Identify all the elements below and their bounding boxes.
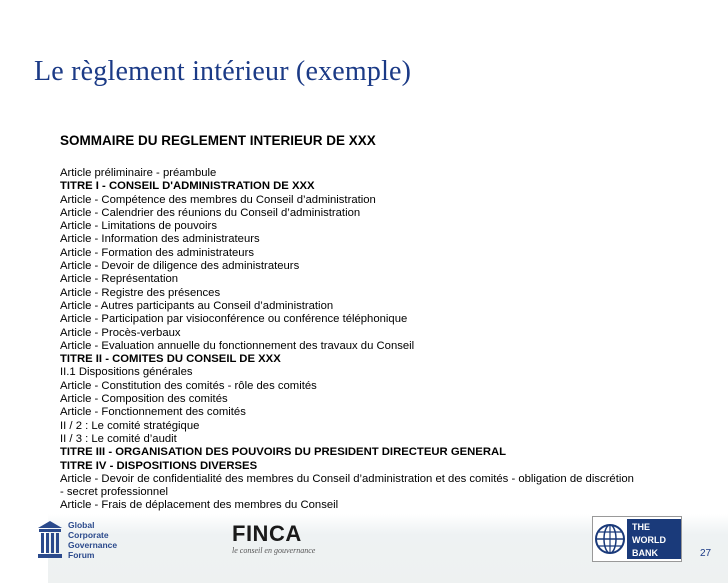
finca-tagline: le conseil en gouvernance xyxy=(232,546,316,555)
summary-line: Article - Formation des administrateurs xyxy=(60,246,254,259)
summary-line: Article - Frais de déplacement des membres du Conseil xyxy=(60,499,339,512)
finca-logo xyxy=(232,522,322,558)
globe-icon xyxy=(593,519,627,559)
summary-title-line: TITRE I - CONSEIL D'ADMINISTRATION DE XXX xyxy=(60,180,315,193)
page-number: 27 xyxy=(700,548,712,559)
ggf-line: Corporate xyxy=(68,530,109,540)
summary-line: Article - Représentation xyxy=(60,273,179,286)
summary-line: Article - Calendrier des réunions du Conseil d’administration xyxy=(60,206,361,219)
summary-line: Article préliminaire - préambule xyxy=(60,167,217,179)
pillar-icon xyxy=(36,520,64,560)
world-bank-line: WORLD xyxy=(632,535,666,545)
summary-line: Article - Autres participants au Conseil d’administration xyxy=(60,299,334,312)
world-bank-logo xyxy=(592,516,682,562)
ggf-line: Forum xyxy=(68,550,95,560)
summary-line: II / 3 : Le comité d’audit xyxy=(60,432,177,445)
summary-line: Article - Limitations de pouvoirs xyxy=(60,220,217,233)
summary-line: Article - Constitution des comités - rôle des comités xyxy=(60,379,317,392)
summary-line: Article - Devoir de diligence des administrateurs xyxy=(60,260,300,273)
finca-name: FINCA xyxy=(232,521,302,546)
summary-title-line: TITRE III - ORGANISATION DES POUVOIRS DU PRESIDENT DIRECTEUR GENERAL xyxy=(60,446,507,459)
summary-heading: SOMMAIRE DU REGLEMENT INTERIEUR DE XXX xyxy=(60,133,376,148)
ggf-name xyxy=(68,520,117,560)
world-bank-line: THE xyxy=(632,522,650,532)
summary-line: II.1 Dispositions générales xyxy=(60,366,193,379)
ggf-line: Governance xyxy=(68,540,118,550)
summary-list xyxy=(60,167,700,513)
summary-title-line: TITRE IV - DISPOSITIONS DIVERSES xyxy=(60,459,258,472)
slide-title: Le règlement intérieur (exemple) xyxy=(34,56,412,87)
summary-line: Article - Composition des comités xyxy=(60,393,228,406)
summary-line: Article - Registre des présences xyxy=(60,286,221,299)
summary-line: Article - Information des administrateurs xyxy=(60,233,260,246)
world-bank-name xyxy=(627,519,681,559)
summary-line: Article - Participation par visioconférence ou conférence téléphonique xyxy=(60,313,408,326)
ggf-line: Global xyxy=(68,520,95,530)
summary-title-line: TITRE II - COMITES DU CONSEIL DE XXX xyxy=(60,353,281,366)
summary-line: Article - Evaluation annuelle du fonctionnement des travaux du Conseil xyxy=(60,339,415,352)
summary-line: Article - Procès-verbaux xyxy=(60,326,181,339)
summary-line: II / 2 : Le comité stratégique xyxy=(60,419,200,432)
summary-line: Article - Fonctionnement des comités xyxy=(60,406,246,419)
summary-line: Article - Devoir de confidentialité des membres du Conseil d’administration et des comités - obligation de discrétion xyxy=(60,472,634,485)
ggf-logo xyxy=(60,516,222,566)
summary-line: - secret professionnel xyxy=(60,486,168,499)
world-bank-line: BANK xyxy=(632,548,658,558)
summary-line: Article - Compétence des membres du Conseil d’administration xyxy=(60,193,376,206)
slide-content xyxy=(60,133,700,513)
